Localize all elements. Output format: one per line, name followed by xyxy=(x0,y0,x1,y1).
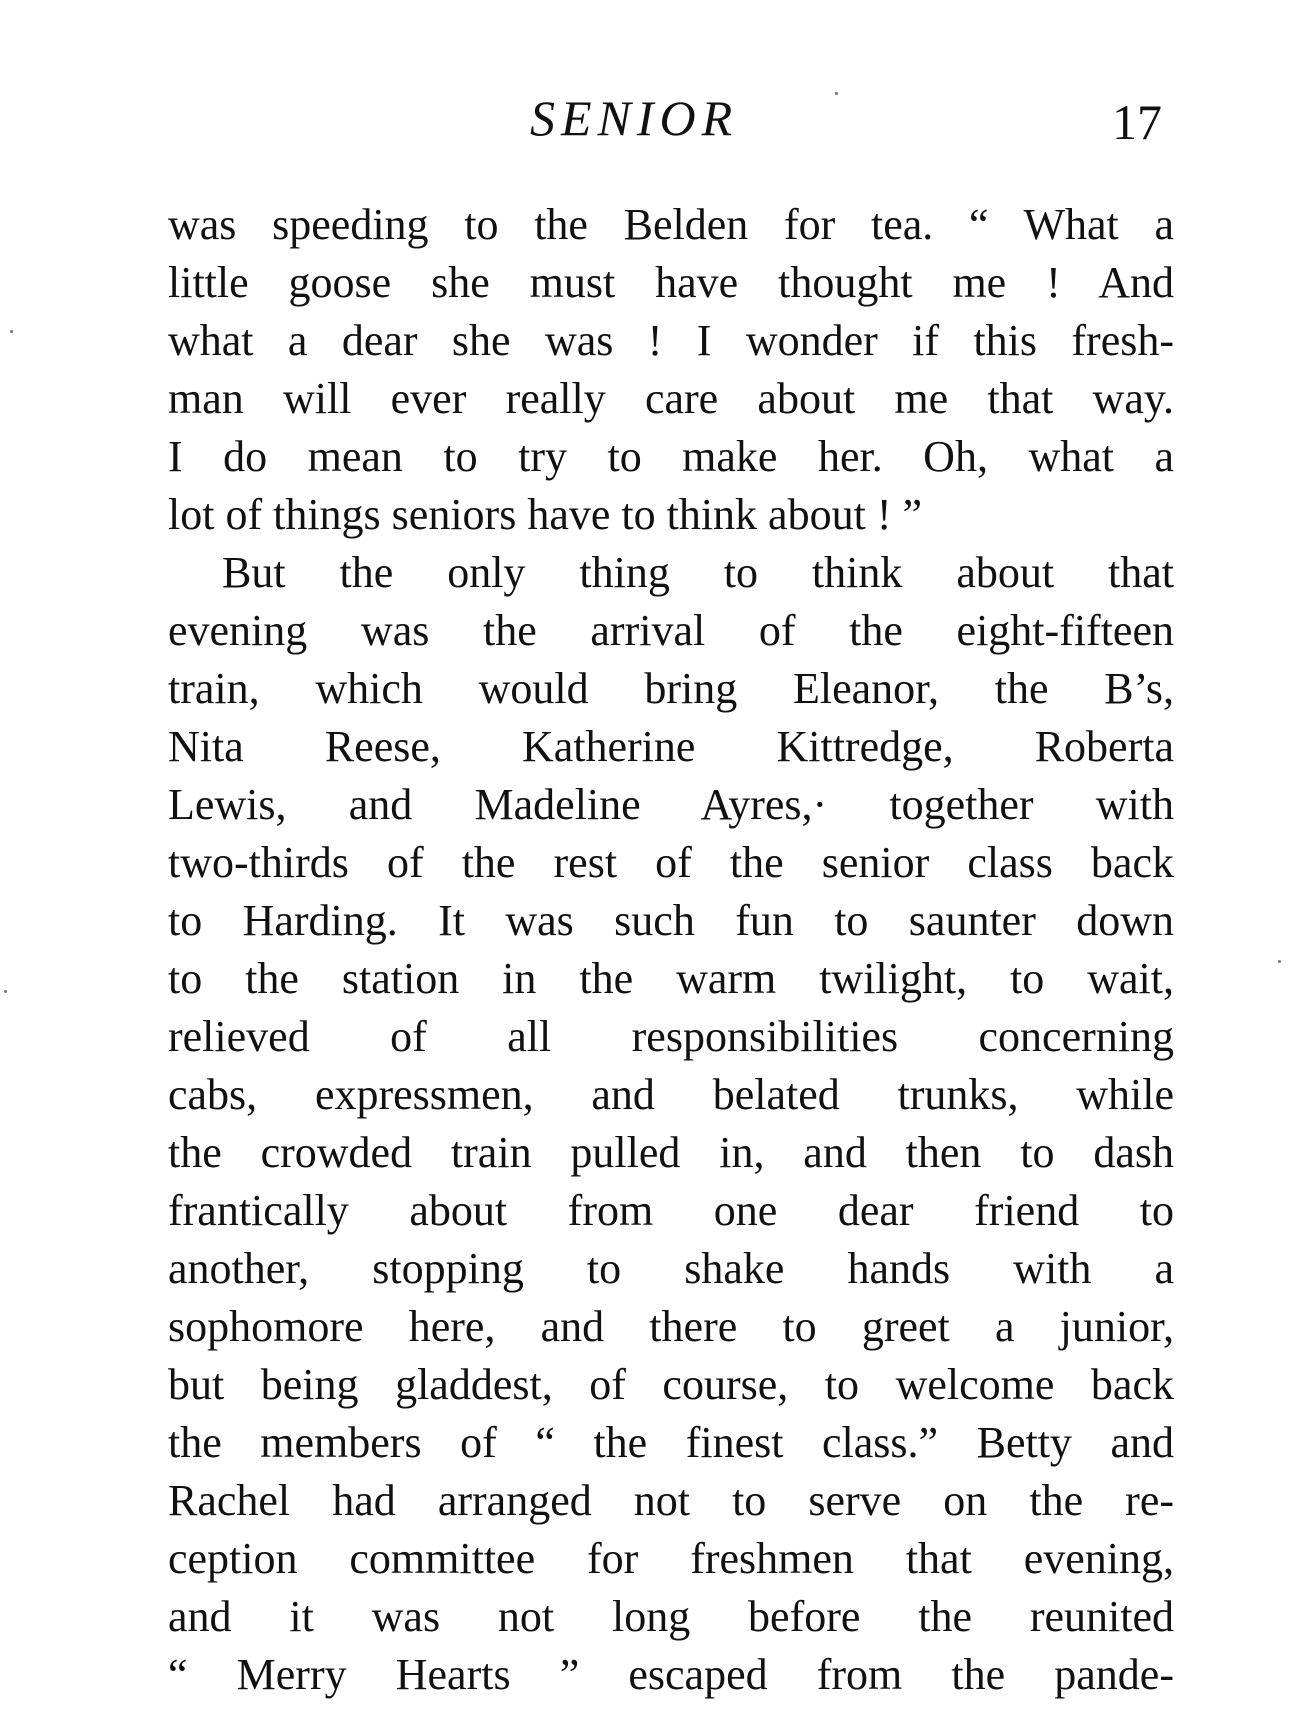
body-text xyxy=(168,196,1174,1704)
text-line: relieved of all responsibilities concerning xyxy=(168,1012,1174,1061)
paper-speck xyxy=(1278,960,1281,963)
text-line: little goose she must have thought me ! And xyxy=(168,258,1174,307)
text-line: Rachel had arranged not to serve on the re- xyxy=(168,1476,1174,1525)
text-line: sophomore here, and there to greet a junior, xyxy=(168,1302,1174,1351)
paper-speck xyxy=(10,330,13,333)
text-line: man will ever really care about me that way. xyxy=(168,374,1174,423)
text-line: But the only thing to think about that xyxy=(222,548,1174,597)
text-line: train, which would bring Eleanor, the B’s, xyxy=(168,664,1174,713)
text-line: lot of things seniors have to think about ! ” xyxy=(168,490,922,539)
paragraph-2 xyxy=(168,544,1174,1704)
text-line: the members of “ the finest class.” Betty and xyxy=(168,1418,1174,1467)
text-line: I do mean to try to make her. Oh, what a xyxy=(168,432,1174,481)
text-line: was speeding to the Belden for tea. “ What a xyxy=(168,200,1174,249)
text-line: “ Merry Hearts ” escaped from the pande- xyxy=(168,1650,1174,1699)
running-head xyxy=(168,88,1168,148)
text-line: frantically about from one dear friend to xyxy=(168,1186,1174,1235)
text-line: Lewis, and Madeline Ayres,· together with xyxy=(168,780,1174,829)
text-line: what a dear she was ! I wonder if this fresh- xyxy=(168,316,1174,365)
text-line: two-thirds of the rest of the senior class back xyxy=(168,838,1174,887)
paragraph-1 xyxy=(168,196,1174,544)
text-line: cabs, expressmen, and belated trunks, while xyxy=(168,1070,1174,1119)
text-line: the crowded train pulled in, and then to dash xyxy=(168,1128,1174,1177)
text-line: Nita Reese, Katherine Kittredge, Roberta xyxy=(168,722,1174,771)
text-line: another, stopping to shake hands with a xyxy=(168,1244,1174,1293)
text-line: to Harding. It was such fun to saunter down xyxy=(168,896,1174,945)
paper-speck xyxy=(4,990,7,993)
text-line: ception committee for freshmen that evening, xyxy=(168,1534,1174,1583)
paper-speck xyxy=(835,92,838,95)
running-title: SENIOR xyxy=(530,90,739,146)
text-line: evening was the arrival of the eight-fifteen xyxy=(168,606,1174,655)
text-line: to the station in the warm twilight, to wait, xyxy=(168,954,1174,1003)
text-line: and it was not long before the reunited xyxy=(168,1592,1174,1641)
page-number: 17 xyxy=(1112,94,1162,150)
text-line: but being gladdest, of course, to welcome back xyxy=(168,1360,1174,1409)
